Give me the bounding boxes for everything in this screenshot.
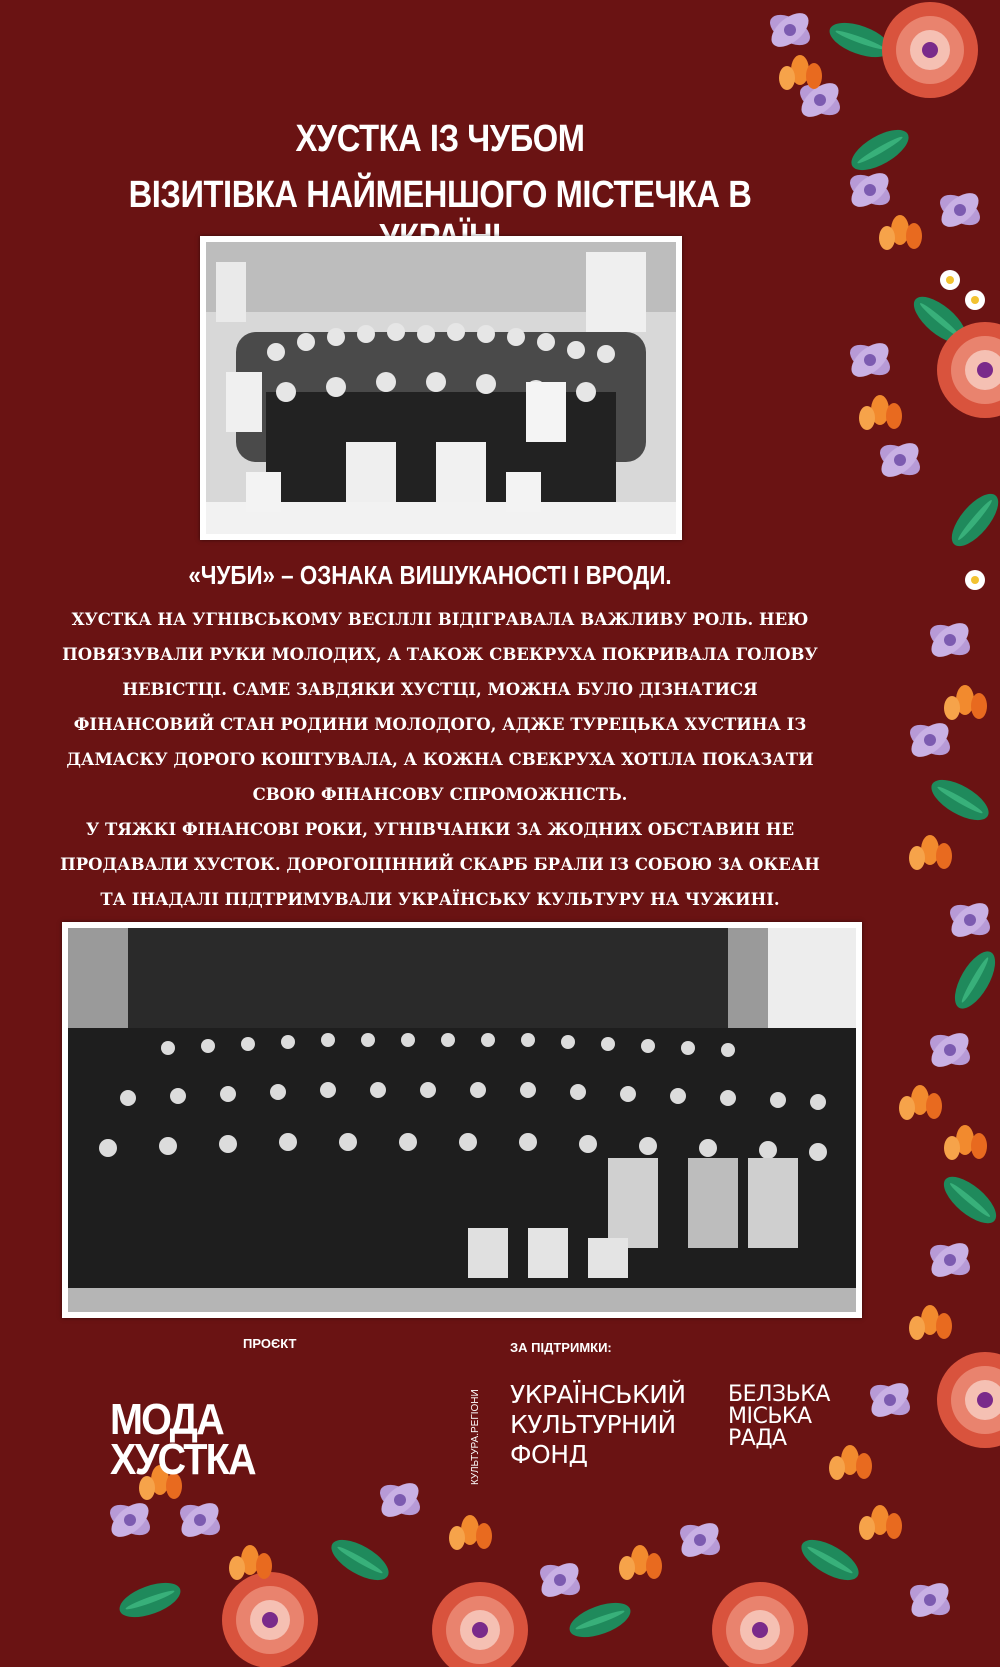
- bmr-line-1: БЕЛЗЬКА: [728, 1382, 830, 1407]
- project-logo: [110, 1395, 271, 1484]
- ukf-logo: [510, 1380, 686, 1470]
- title-line-1: ХУСТКА ІЗ ЧУБОМ: [295, 118, 585, 160]
- wedding-photo: [200, 236, 682, 540]
- paragraph-2: У ТЯЖКІ ФІНАНСОВІ РОКИ, УГНІВЧАНКИ ЗА ЖОДНИХ ОБСТАВИН НЕ ПРОДАВАЛИ ХУСТОК. ДОРОГОЦІННИЙ СКАРБ БРАЛИ ІЗ СОБОЮ ЗА ОКЕАН ТА ІНАДАЛІ ПІДТРИМУВАЛИ УКРАЇНСЬКУ КУЛЬТУРУ НА ЧУЖИНІ.: [60, 820, 820, 909]
- belz-council-logo: [728, 1384, 830, 1450]
- ukf-line-1: УКРАЇНСЬКИЙ: [510, 1380, 686, 1409]
- project-logo-line-1: МОДА: [110, 1395, 223, 1444]
- community-photo: [62, 922, 862, 1318]
- bmr-line-2: МІСЬКА: [728, 1404, 812, 1429]
- bmr-line-3: РАДА: [728, 1426, 787, 1451]
- project-label: ПРОЄКТ: [243, 1336, 297, 1351]
- title-line-2: ВІЗИТІВКА НАЙМЕНШОГО МІСТЕЧКА В: [128, 174, 752, 216]
- project-logo-line-2: ХУСТКА: [110, 1435, 255, 1484]
- support-label: ЗА ПІДТРИМКИ:: [510, 1340, 612, 1355]
- section-subtitle: «ЧУБИ» – ОЗНАКА ВИШУКАНОСТІ І ВРОДИ.: [188, 560, 672, 590]
- ukf-side-label: КУЛЬТУРА.РЕГІОНИ: [470, 1389, 481, 1485]
- body-text: [60, 602, 820, 917]
- ukf-line-3: ФОНД: [510, 1440, 588, 1469]
- paragraph-1: ХУСТКА НА УГНІВСЬКОМУ ВЕСІЛЛІ ВІДІГРАВАЛА ВАЖЛИВУ РОЛЬ. НЕЮ ПОВЯЗУВАЛИ РУКИ МОЛОДИХ, А ТАКОЖ СВЕКРУХА ПОКРИВАЛА ГОЛОВУ НЕВІСТЦІ. САМЕ ЗАВДЯКИ ХУСТЦІ, МОЖНА БУЛО ДІЗНАТИСЯ ФІНАНСОВИЙ СТАН РОДИНИ МОЛОДОГО, АДЖЕ ТУРЕЦЬКА ХУСТИНА ІЗ ДАМАСКУ ДОРОГО КОШТУВАЛА, А КОЖНА СВЕКРУХА ХОТІЛА ПОКАЗАТИ СВОЮ ФІНАНСОВУ СПРОМОЖНІСТЬ.: [62, 610, 818, 804]
- ukf-line-2: КУЛЬТУРНИЙ: [510, 1410, 676, 1439]
